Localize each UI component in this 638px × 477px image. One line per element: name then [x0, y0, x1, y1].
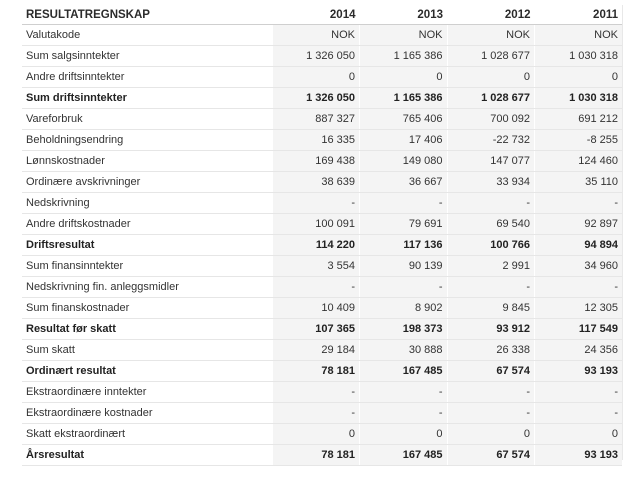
row-value: 1 165 386 — [360, 46, 448, 67]
row-value: 169 438 — [272, 151, 360, 172]
row-value: 26 338 — [447, 340, 535, 361]
row-value: - — [535, 382, 623, 403]
row-value: 8 902 — [360, 298, 448, 319]
row-label: Beholdningsendring — [22, 130, 272, 151]
table-row — [22, 361, 622, 382]
row-value: NOK — [535, 25, 623, 46]
row-value: 1 030 318 — [535, 88, 623, 109]
row-value: 765 406 — [360, 109, 448, 130]
row-value: - — [447, 382, 535, 403]
row-value: 69 540 — [447, 214, 535, 235]
row-label: Ekstraordinære kostnader — [22, 403, 272, 424]
table-row — [22, 319, 622, 340]
row-value: 93 193 — [535, 445, 623, 466]
table-row — [22, 277, 622, 298]
row-value: - — [360, 382, 448, 403]
row-value: 0 — [272, 424, 360, 445]
row-value: 24 356 — [535, 340, 623, 361]
row-value: 29 184 — [272, 340, 360, 361]
row-value: -8 255 — [535, 130, 623, 151]
row-value: 38 639 — [272, 172, 360, 193]
row-value: - — [272, 277, 360, 298]
row-value: 1 165 386 — [360, 88, 448, 109]
row-label: Nedskrivning fin. anleggsmidler — [22, 277, 272, 298]
row-value: 100 091 — [272, 214, 360, 235]
table-row — [22, 46, 622, 67]
row-value: 90 139 — [360, 256, 448, 277]
table-row — [22, 235, 622, 256]
row-value: - — [535, 277, 623, 298]
row-value: - — [447, 193, 535, 214]
row-value: NOK — [447, 25, 535, 46]
row-value: 0 — [272, 67, 360, 88]
table-row — [22, 424, 622, 445]
column-header-year: 2012 — [447, 5, 535, 25]
row-value: - — [360, 403, 448, 424]
row-value: - — [447, 403, 535, 424]
row-label: Lønnskostnader — [22, 151, 272, 172]
row-label: Ekstraordinære inntekter — [22, 382, 272, 403]
row-value: 92 897 — [535, 214, 623, 235]
row-value: 117 136 — [360, 235, 448, 256]
column-header-year: 2014 — [272, 5, 360, 25]
row-value: 3 554 — [272, 256, 360, 277]
row-value: 691 212 — [535, 109, 623, 130]
table-row — [22, 298, 622, 319]
row-value: 0 — [535, 424, 623, 445]
row-label: Vareforbruk — [22, 109, 272, 130]
row-label: Andre driftskostnader — [22, 214, 272, 235]
row-label: Sum finanskostnader — [22, 298, 272, 319]
row-value: - — [535, 403, 623, 424]
income-statement — [22, 5, 622, 466]
table-row — [22, 25, 622, 46]
table-header-row — [22, 5, 622, 25]
row-value: 0 — [447, 424, 535, 445]
row-value: 94 894 — [535, 235, 623, 256]
row-value: 107 365 — [272, 319, 360, 340]
row-label: Sum salgsinntekter — [22, 46, 272, 67]
row-value: 78 181 — [272, 361, 360, 382]
row-value: - — [360, 193, 448, 214]
row-value: 117 549 — [535, 319, 623, 340]
row-label: Sum driftsinntekter — [22, 88, 272, 109]
table-row — [22, 67, 622, 88]
row-value: - — [447, 277, 535, 298]
row-value: 67 574 — [447, 445, 535, 466]
row-value: 30 888 — [360, 340, 448, 361]
column-header-year: 2011 — [535, 5, 623, 25]
table-row — [22, 340, 622, 361]
row-value: 167 485 — [360, 445, 448, 466]
row-label: Andre driftsinntekter — [22, 67, 272, 88]
row-value: 1 030 318 — [535, 46, 623, 67]
row-value: 1 028 677 — [447, 88, 535, 109]
right-divider — [622, 5, 623, 460]
row-value: -22 732 — [447, 130, 535, 151]
row-label: Valutakode — [22, 25, 272, 46]
income-statement-table — [22, 5, 622, 466]
row-value: 17 406 — [360, 130, 448, 151]
row-label: Ordinære avskrivninger — [22, 172, 272, 193]
row-label: Resultat før skatt — [22, 319, 272, 340]
row-value: 33 934 — [447, 172, 535, 193]
row-label: Driftsresultat — [22, 235, 272, 256]
row-value: NOK — [272, 25, 360, 46]
row-value: NOK — [360, 25, 448, 46]
row-value: 0 — [360, 424, 448, 445]
row-value: 149 080 — [360, 151, 448, 172]
row-value: 10 409 — [272, 298, 360, 319]
row-value: 167 485 — [360, 361, 448, 382]
row-value: 16 335 — [272, 130, 360, 151]
row-value: - — [272, 382, 360, 403]
table-row — [22, 214, 622, 235]
table-row — [22, 193, 622, 214]
row-value: 93 912 — [447, 319, 535, 340]
row-value: 114 220 — [272, 235, 360, 256]
row-value: 1 326 050 — [272, 88, 360, 109]
row-value: 0 — [360, 67, 448, 88]
row-value: 12 305 — [535, 298, 623, 319]
table-row — [22, 445, 622, 466]
table-row — [22, 256, 622, 277]
row-value: 34 960 — [535, 256, 623, 277]
row-value: 124 460 — [535, 151, 623, 172]
table-title: RESULTATREGNSKAP — [22, 5, 272, 25]
table-body — [22, 25, 622, 466]
table-row — [22, 172, 622, 193]
row-value: 0 — [447, 67, 535, 88]
table-row — [22, 151, 622, 172]
column-header-year: 2013 — [360, 5, 448, 25]
row-label: Skatt ekstraordinært — [22, 424, 272, 445]
table-row — [22, 88, 622, 109]
table-row — [22, 109, 622, 130]
row-value: 1 028 677 — [447, 46, 535, 67]
row-value: 93 193 — [535, 361, 623, 382]
row-value: 2 991 — [447, 256, 535, 277]
row-label: Ordinært resultat — [22, 361, 272, 382]
row-label: Årsresultat — [22, 445, 272, 466]
row-value: 100 766 — [447, 235, 535, 256]
row-value: 9 845 — [447, 298, 535, 319]
row-label: Sum skatt — [22, 340, 272, 361]
table-row — [22, 130, 622, 151]
row-value: 78 181 — [272, 445, 360, 466]
row-label: Sum finansinntekter — [22, 256, 272, 277]
table-row — [22, 382, 622, 403]
row-value: 198 373 — [360, 319, 448, 340]
table-row — [22, 403, 622, 424]
row-value: - — [272, 193, 360, 214]
row-value: - — [272, 403, 360, 424]
row-value: 700 092 — [447, 109, 535, 130]
row-value: 36 667 — [360, 172, 448, 193]
row-label: Nedskrivning — [22, 193, 272, 214]
row-value: - — [360, 277, 448, 298]
row-value: 67 574 — [447, 361, 535, 382]
row-value: 35 110 — [535, 172, 623, 193]
row-value: - — [535, 193, 623, 214]
row-value: 79 691 — [360, 214, 448, 235]
row-value: 887 327 — [272, 109, 360, 130]
row-value: 147 077 — [447, 151, 535, 172]
row-value: 0 — [535, 67, 623, 88]
row-value: 1 326 050 — [272, 46, 360, 67]
